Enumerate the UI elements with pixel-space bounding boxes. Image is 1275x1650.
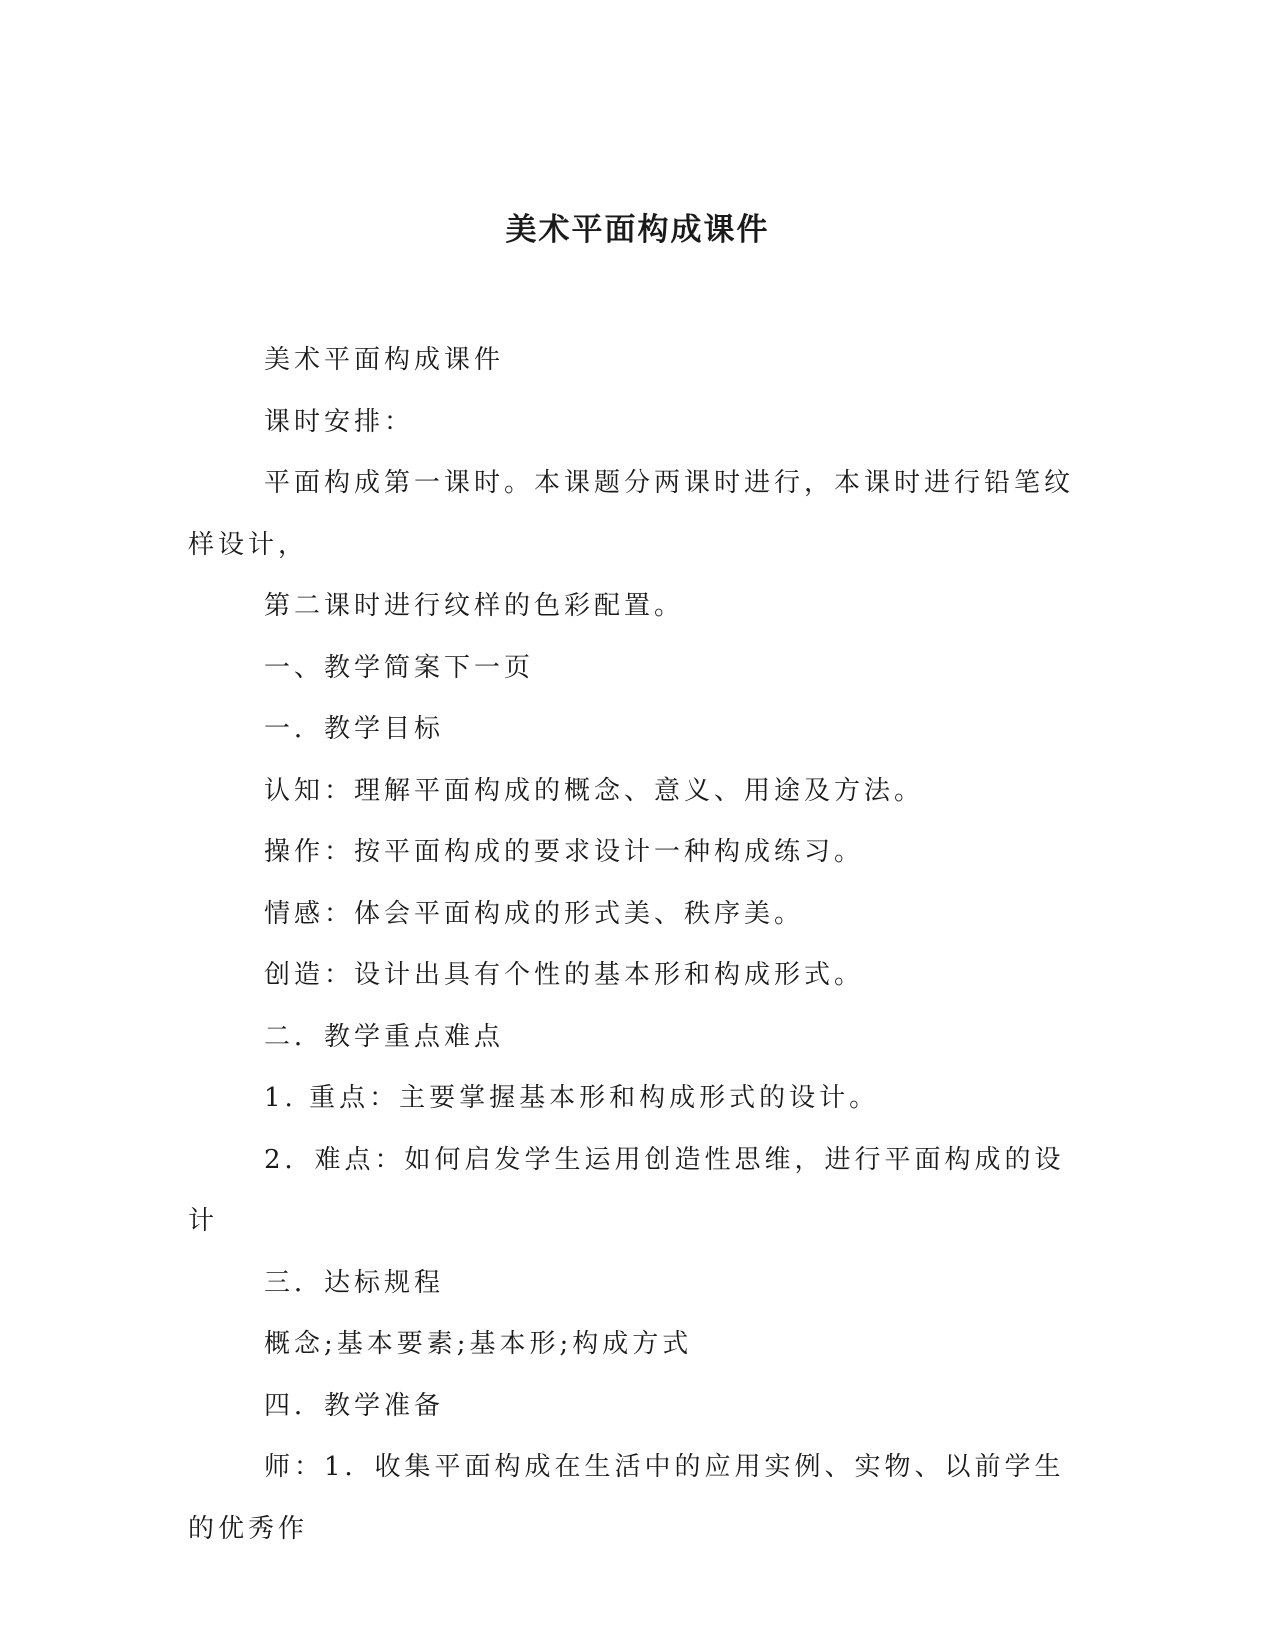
paragraph: 认知：理解平面构成的概念、意义、用途及方法。 xyxy=(264,775,925,806)
paragraph: 平面构成第一课时。本课题分两课时进行，本课时进行铅笔纹样设计， xyxy=(188,468,1075,560)
paragraph: 操作：按平面构成的要求设计一种构成练习。 xyxy=(264,837,865,867)
paragraph: 第二课时进行纹样的色彩配置。 xyxy=(264,591,685,621)
paragraph: 1. 重点：主要掌握基本形和构成形式的设计。 xyxy=(264,1083,880,1113)
paragraph: 2．难点：如何启发学生运用创造性思维，进行平面构成的设计 xyxy=(188,1144,1065,1236)
section-heading: 二．教学重点难点 xyxy=(264,1021,505,1052)
paragraph: 师：1．收集平面构成在生活中的应用实例、实物、以前学生的优秀作 xyxy=(188,1452,1065,1544)
section-heading: 三．达标规程 xyxy=(264,1267,445,1298)
paragraph: 概念;基本要素;基本形;构成方式 xyxy=(264,1329,693,1359)
document-body xyxy=(188,330,1088,1560)
paragraph: 一、教学简案下一页 xyxy=(264,652,535,683)
section-heading: 一．教学目标 xyxy=(264,714,445,744)
section-heading: 四．教学准备 xyxy=(264,1390,445,1421)
document-title: 美术平面构成课件 xyxy=(505,212,770,248)
paragraph: 创造：设计出具有个性的基本形和构成形式。 xyxy=(264,960,865,990)
paragraph: 美术平面构成课件 xyxy=(264,345,505,375)
paragraph: 情感：体会平面构成的形式美、秩序美。 xyxy=(264,898,805,929)
paragraph: 课时安排： xyxy=(264,406,415,437)
